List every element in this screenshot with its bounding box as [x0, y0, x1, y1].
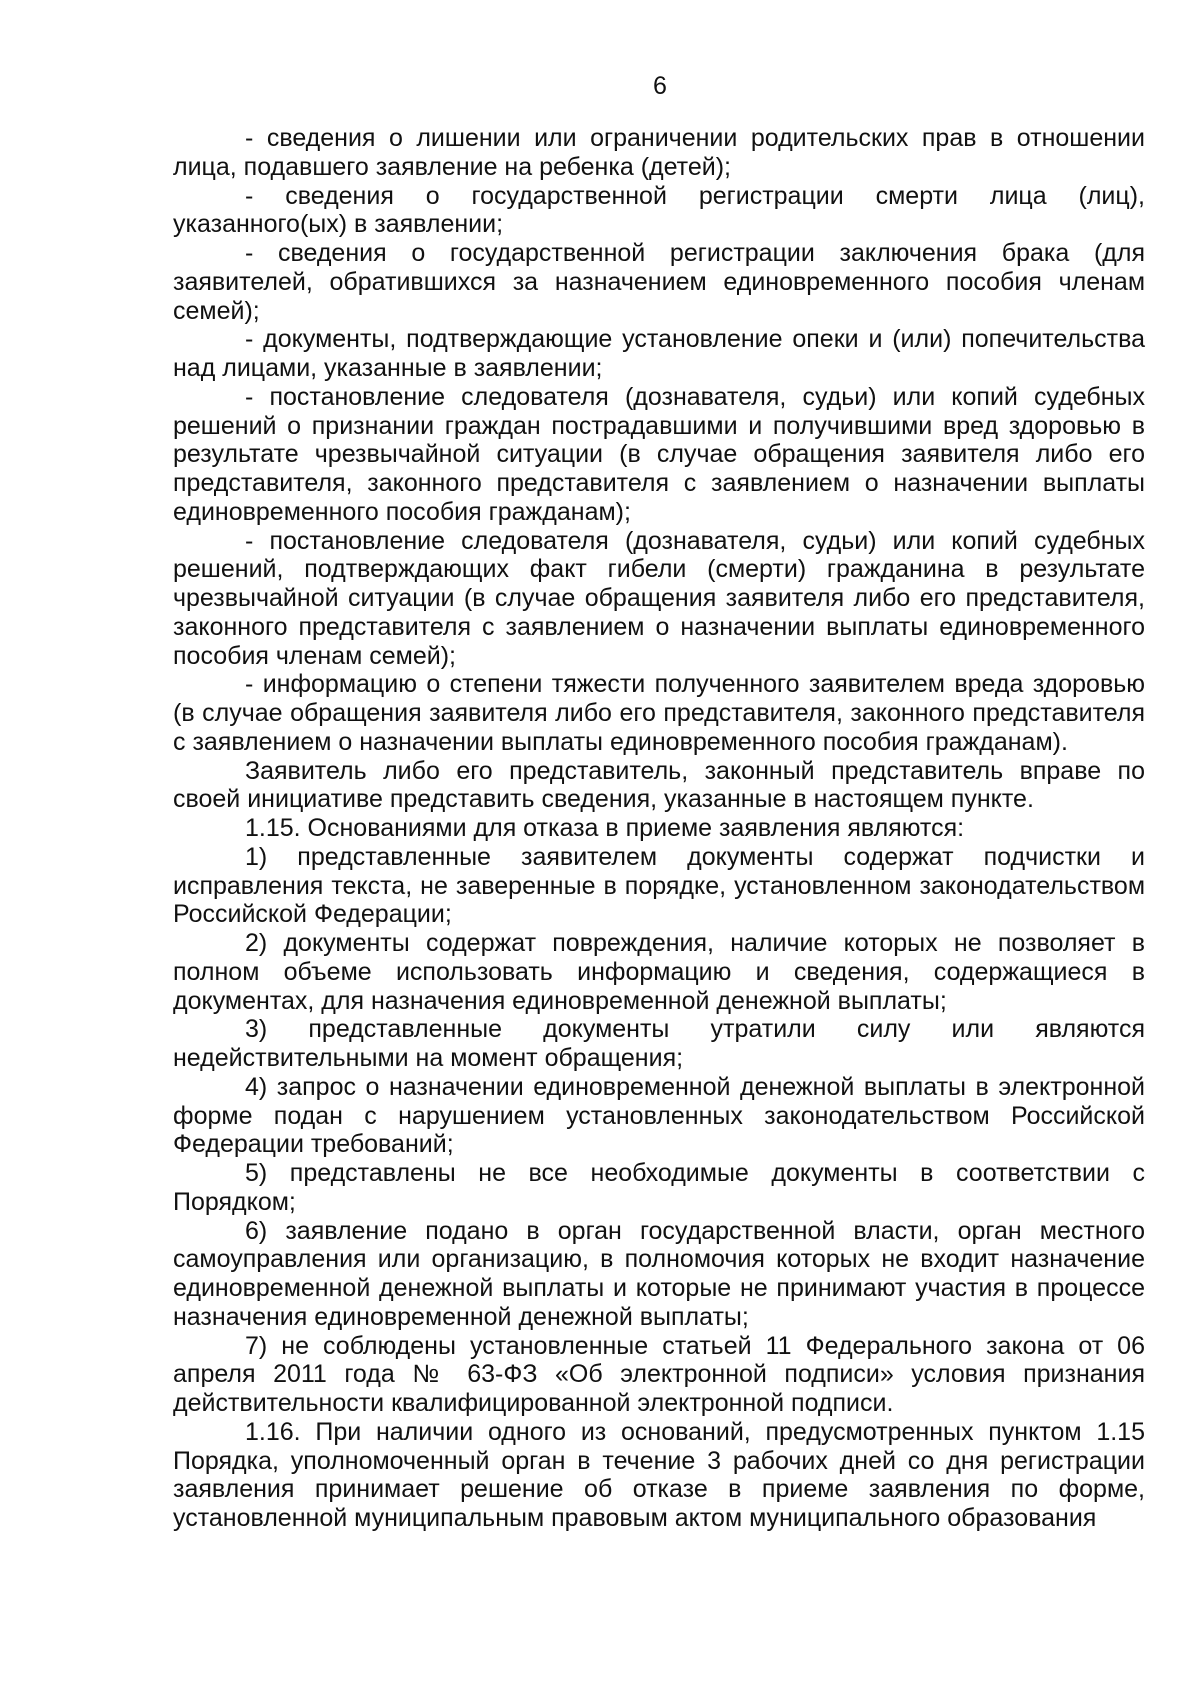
paragraph-ground-5: 5) представлены не все необходимые документы в соответствии с Порядком;: [173, 1159, 1145, 1216]
paragraph-ground-6: 6) заявление подано в орган государственной власти, орган местного самоуправления или организацию, в полномочия которых не входит назначение единовременной денежной выплаты и которые не принимают участия в процессе назначения единовременной денежной выплаты;: [173, 1216, 1145, 1331]
paragraph-injured-citizens-ruling: - постановление следователя (дознавателя, судьи) или копий судебных решений о признании граждан пострадавшими и получившими вред здоровью в результате чрезвычайной ситуации (в случае обращения заявителя либо его представителя, законного представителя с заявлением о назначении выплаты единовременного пособия гражданам);: [173, 382, 1145, 526]
paragraph-harm-severity: - информацию о степени тяжести полученного заявителем вреда здоровью (в случае обращения заявителя либо его представителя, законного представителя с заявлением о назначении выплаты единовременного пособия гражданам).: [173, 670, 1145, 756]
paragraph-ground-3: 3) представленные документы утратили силу или являются недействительными на момент обращения;: [173, 1015, 1145, 1072]
page-number: 6: [653, 72, 667, 100]
paragraph-marriage-registration: - сведения о государственной регистрации заключения брака (для заявителей, обратившихся за назначением единовременного пособия членам семей);: [173, 239, 1145, 325]
paragraph-refusal-grounds-heading: 1.15. Основаниями для отказа в приеме заявления являются:: [245, 814, 965, 842]
paragraph-ground-2: 2) документы содержат повреждения, наличие которых не позволяет в полном объеме использовать информацию и сведения, содержащиеся в документах, для назначения единовременной денежной выплаты;: [173, 929, 1145, 1015]
paragraph-death-fact-ruling: - постановление следователя (дознавателя, судьи) или копий судебных решений, подтверждающих факт гибели (смерти) гражданина в результате чрезвычайной ситуации (в случае обращения заявителя либо его представителя, законного представителя с заявлением о назначении выплаты единовременного пособия членам семей);: [173, 526, 1145, 670]
paragraph-guardianship-documents: - документы, подтверждающие установление опеки и (или) попечительства над лицами, указанные в заявлении;: [173, 325, 1145, 382]
paragraph-ground-7: 7) не соблюдены установленные статьей 11 Федерального закона от 06 апреля 2011 года № 63-ФЗ «Об электронной подписи» условия признания действительности квалифицированной электронной подписи.: [173, 1331, 1145, 1417]
paragraph-ground-4: 4) запрос о назначении единовременной денежной выплаты в электронной форме подан с нарушением установленных законодательством Российской Федерации требований;: [173, 1072, 1145, 1159]
paragraph-ground-1: 1) представленные заявителем документы содержат подчистки и исправления текста, не заверенные в порядке, установленном законодательством Российской Федерации;: [173, 842, 1145, 929]
document-body: [173, 124, 1145, 1533]
paragraph-1-16-refusal-decision: 1.16. При наличии одного из оснований, предусмотренных пунктом 1.15 Порядка, уполномоченный орган в течение 3 рабочих дней со дня регистрации заявления принимает решение об отказе в приеме заявления по форме, установленной муниципальным правовым актом муниципального образования: [173, 1417, 1145, 1532]
paragraph-parental-rights: - сведения о лишении или ограничении родительских прав в отношении лица, подавшего заявление на ребенка (детей);: [173, 124, 1145, 181]
paragraph-death-registration: - сведения о государственной регистрации смерти лица (лиц), указанного(ых) в заявлении;: [173, 181, 1145, 239]
paragraph-applicant-initiative: Заявитель либо его представитель, законный представитель вправе по своей инициативе представить сведения, указанные в настоящем пункте.: [173, 756, 1145, 814]
